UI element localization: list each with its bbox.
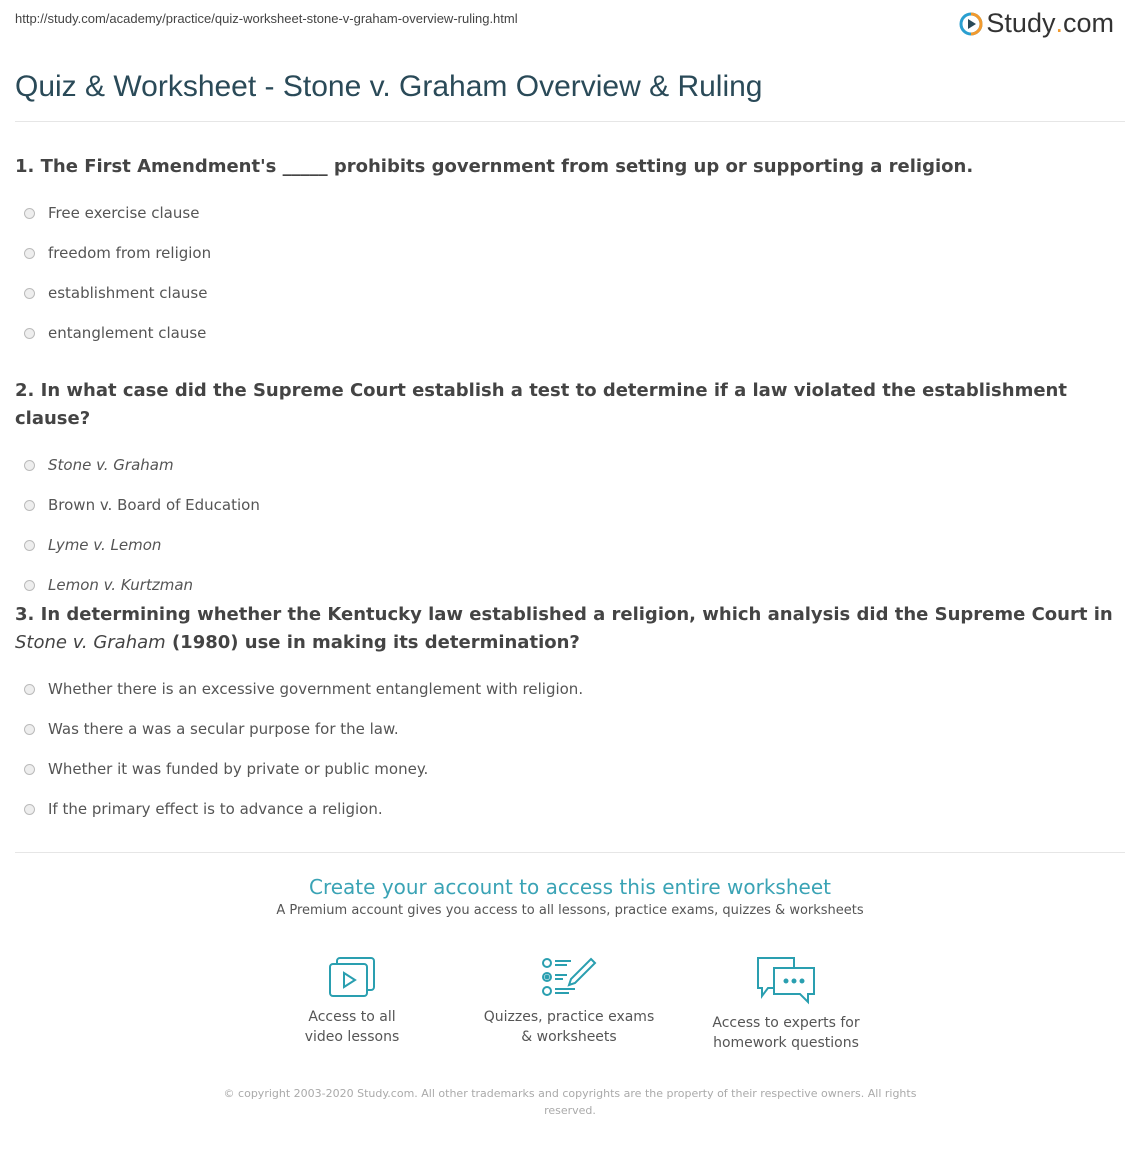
question-3 <box>15 601 1125 829</box>
answer-option[interactable] <box>15 193 1125 233</box>
answer-option[interactable] <box>15 565 1125 605</box>
answer-option[interactable] <box>15 313 1125 353</box>
option-label: freedom from religion <box>48 244 212 262</box>
answer-option[interactable] <box>15 485 1125 525</box>
option-label: Lemon v. Kurtzman <box>48 576 194 594</box>
answer-option[interactable] <box>15 709 1125 749</box>
feature-quizzes <box>469 955 669 1047</box>
logo-name: Study <box>986 8 1056 38</box>
radio-icon[interactable] <box>24 208 35 219</box>
question-text: 2. In what case did the Supreme Court establish a test to determine if a law violated the establishment clause? <box>15 380 1067 429</box>
radio-icon[interactable] <box>24 684 35 695</box>
radio-icon[interactable] <box>24 500 35 511</box>
page-url: http://study.com/academy/practice/quiz-worksheet-stone-v-graham-overview-ruling.html <box>15 11 518 26</box>
radio-icon[interactable] <box>24 248 35 259</box>
chat-bubbles-icon <box>754 955 818 1005</box>
option-label: Brown v. Board of Education <box>48 496 260 514</box>
radio-icon[interactable] <box>24 804 35 815</box>
divider <box>15 852 1125 853</box>
answer-option[interactable] <box>15 669 1125 709</box>
feature-experts <box>686 955 886 1053</box>
question-text <box>15 601 1125 657</box>
option-label: Free exercise clause <box>48 204 200 222</box>
question-text: 1. The First Amendment's _____ prohibits government from setting up or supporting a religion. <box>15 156 974 177</box>
feature-label: Access to all <box>308 1009 396 1025</box>
feature-label: homework questions <box>713 1035 859 1051</box>
question-text-part: 3. In determining whether the Kentucky law established a religion, which analysis did the Supreme Court in <box>15 604 1113 625</box>
radio-icon[interactable] <box>24 580 35 591</box>
feature-label: video lessons <box>304 1029 400 1045</box>
logo-suffix: com <box>1062 8 1114 38</box>
copyright: © copyright 2003-2020 Study.com. All other trademarks and copyrights are the property of their respective owners. All rights reserved. <box>223 1087 917 1117</box>
radio-icon[interactable] <box>24 764 35 775</box>
divider <box>15 121 1125 122</box>
option-label: entanglement clause <box>48 324 207 342</box>
study-logo[interactable] <box>959 8 1114 39</box>
radio-icon[interactable] <box>24 460 35 471</box>
question-2 <box>15 377 1125 605</box>
option-label: Was there a was a secular purpose for the law. <box>48 720 399 738</box>
cta-heading[interactable]: Create your account to access this entire worksheet <box>309 875 831 899</box>
feature-label: & worksheets <box>521 1029 617 1045</box>
radio-icon[interactable] <box>24 328 35 339</box>
answer-option[interactable] <box>15 445 1125 485</box>
answer-option[interactable] <box>15 233 1125 273</box>
feature-label: Access to experts for <box>712 1015 860 1031</box>
video-lessons-icon <box>327 955 377 999</box>
signup-cta <box>0 875 1140 918</box>
option-label: establishment clause <box>48 284 208 302</box>
feature-label: Quizzes, practice exams <box>483 1009 655 1025</box>
feature-video-lessons <box>252 955 452 1047</box>
radio-icon[interactable] <box>24 724 35 735</box>
question-1 <box>15 153 1125 353</box>
option-label: If the primary effect is to advance a religion. <box>48 800 383 818</box>
option-label: Whether it was funded by private or public money. <box>48 760 429 778</box>
option-label: Lyme v. Lemon <box>48 536 162 554</box>
logo-dot: . <box>1055 8 1063 38</box>
answer-option[interactable] <box>15 525 1125 565</box>
case-name: Stone v. Graham <box>15 632 166 653</box>
option-label: Whether there is an excessive government entanglement with religion. <box>48 680 584 698</box>
play-logo-icon <box>959 12 983 36</box>
answer-option[interactable] <box>15 789 1125 829</box>
question-text-part: (1980) use in making its determination? <box>165 632 580 653</box>
cta-subtext: A Premium account gives you access to all lessons, practice exams, quizzes & worksheets <box>276 903 864 918</box>
radio-icon[interactable] <box>24 288 35 299</box>
option-label: Stone v. Graham <box>48 456 174 474</box>
answer-option[interactable] <box>15 273 1125 313</box>
quiz-checklist-icon <box>541 955 597 999</box>
radio-icon[interactable] <box>24 540 35 551</box>
page-title: Quiz & Worksheet - Stone v. Graham Overview & Ruling <box>15 70 763 103</box>
answer-option[interactable] <box>15 749 1125 789</box>
